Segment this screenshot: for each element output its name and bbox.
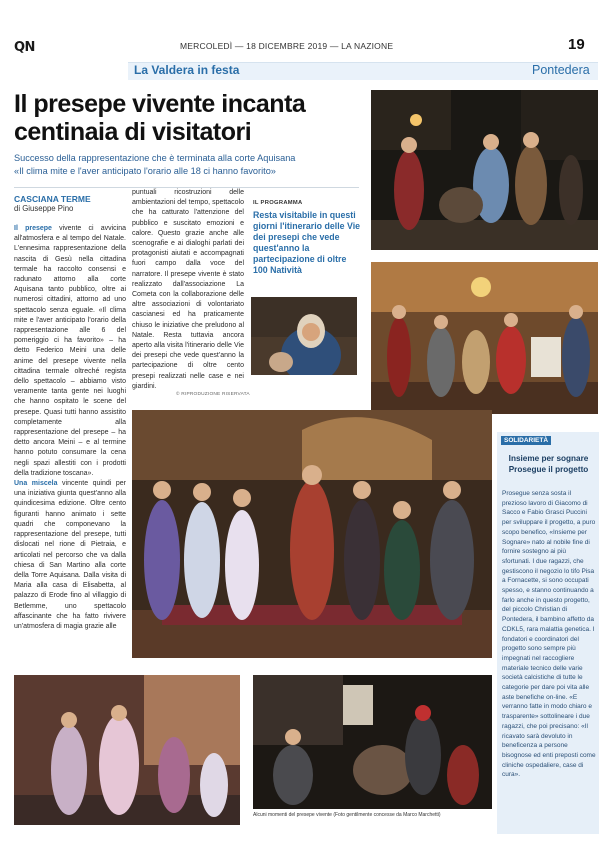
subhead-line-1: Successo della rappresentazione che è terminata alla corte Aquisana [14, 153, 296, 163]
city-label: Pontedera [532, 63, 590, 77]
byline-city: CASCIANA TERME [14, 194, 91, 204]
subhead-line-2: «Il clima mite e l'aver anticipato l'orario alle 18 ci hanno favorito» [14, 165, 276, 176]
sidebar-title: Insieme per sognare Prosegue il progetto [508, 454, 589, 474]
column-text-2: vincente quindi per una iniziativa giunta quest'anno alla quindicesima edizione. Oltre cento figuranti hanno animato i sette quadri che componevano la rappresentazione del presepe, tutti dislocati nel rione di Pietraia, e articolati nel percorso che va dalla chiesa di San Martino alla corte della Torre Aquisana. Dalla visita di Maria alla casa di Elisabetta, al palazzo di Erode fino al villaggio di Betlemme, uno spettacolo affascinante che ha fatto rivivere un'atmosfera di magia grazie alle [14, 480, 126, 630]
photo-dancers [14, 675, 240, 825]
photo-credit: © RIPRODUZIONE RISERVATA [176, 392, 250, 397]
photo-procession [371, 90, 598, 250]
dateline: MERCOLEDÌ — 18 DICEMBRE 2019 — LA NAZIONE [180, 41, 394, 51]
photo-woman-veil [251, 297, 357, 375]
lead-in-2: Una miscela [14, 480, 58, 488]
byline-author: di Giuseppe Pino [14, 204, 74, 213]
article-subhead [14, 152, 374, 177]
article-column-1 [14, 224, 126, 632]
article-headline: Il presepe vivente incanta centinaia di visitatori [14, 90, 306, 146]
page-number: 19 [568, 36, 585, 53]
article-column-2: puntuali ricostruzioni delle ambientazioni del tempo, spettacolo che ha catturato l'attenzione del pubblico e suscitato emozioni e calore. Questo grazie anche alle scenografie e ai dialoghi parlati dei protagonisti aiutati e accompagnati fuori campo dalla voce del narratore. Il presepe vivente è stato realizzato dall'associazione La Cometa con la collaborazione delle altre associazioni di volontariato cascianesi ed ha praticamente chiuso le iniziative che preludono al Natale. Resta tuttavia ancora aperto alla visita l'itinerario delle Vie dei presepi che vede quest'anno la partecipazione di oltre cento presepi realizzati nelle case e nei giardini. [132, 189, 244, 390]
newspaper-logo: QN [14, 40, 35, 55]
photo-soldiers [253, 675, 492, 809]
photo-palace-scene [371, 262, 598, 414]
lead-in: Il presepe [14, 225, 52, 232]
section-title: La Valdera in festa [134, 63, 240, 77]
photo-caption: Alcuni momenti del presepe vivente (Foto gentilmente concesse da Marco Marchetti) [253, 812, 441, 818]
sidebar-tag: SOLIDARIETÀ [501, 436, 551, 445]
column-text: vivente ci avvicina all'atmosfera e al tempo del Natale. L'ennesima rappresentazione della nascita di Gesù nella cittadina termale ha raccolto consensi e radunato attorno alla corte Aquisana tanto pubblico, oltre ai numerosi cittadini, attorno ad uno spettacolo senza eguale. «Il clima mite e l'aver anticipato l'orario della rappresentazione alle 6 del pomeriggio ci ha favorito» – ha detto Federico Meini una delle anime del presepe vivente nella cittadina termale oltreché regista dello spettacolo – abbiamo visto veramente tanta gente nei luoghi che hanno ospitato le scene del presepe. Quasi tutti hanno assistito completamente alla rappresentazione del presepe – ha detto ancora Meini – e al termine hanno potuto consumare la cena negli spazi allestiti con i prodotti della tradizione toscana». [14, 225, 126, 477]
program-label: IL PROGRAMMA [253, 200, 303, 206]
program-title: Resta visitabile in questi giorni l'itinerario delle Vie dei presepi che vede quest'anno la partecipazione di oltre 100 Natività [253, 210, 361, 275]
photo-nativity-main [132, 410, 492, 658]
sidebar-body: Prosegue senza sosta il prezioso lavoro di Giacomo di Sacco e Fabio Grasci Puccini per sviluppare il progetto, a puro scopo benefico, «Insieme per Sognare» nato al nobile fine di fornire sostegno ai più sfortunati. I due ragazzi, che gestiscono il negozio lo tifo Pisa a Fornacette, si sono occupati spesso, e stanno continuando a farlo anche in questo progetto, del piccolo Christian di Pontedera, il bambino affetto da CDKL5, rara malattia genetica. I fondatori e coordinatori del progetto sono sempre più impegnati nel raccogliere materiale tecnico delle varie società calcistiche di tutte le categorie per dare poi vita alle aste benefiche on-line. «E verranno fatte in modo chiaro e trasparente» sottolineare i due ragazzi, che poi precisano: «Il ricavato sarà devoluto in beneficenza a persone bisognose ed enti preposti come cliniche ospedaliere, case di cura». [502, 490, 596, 779]
